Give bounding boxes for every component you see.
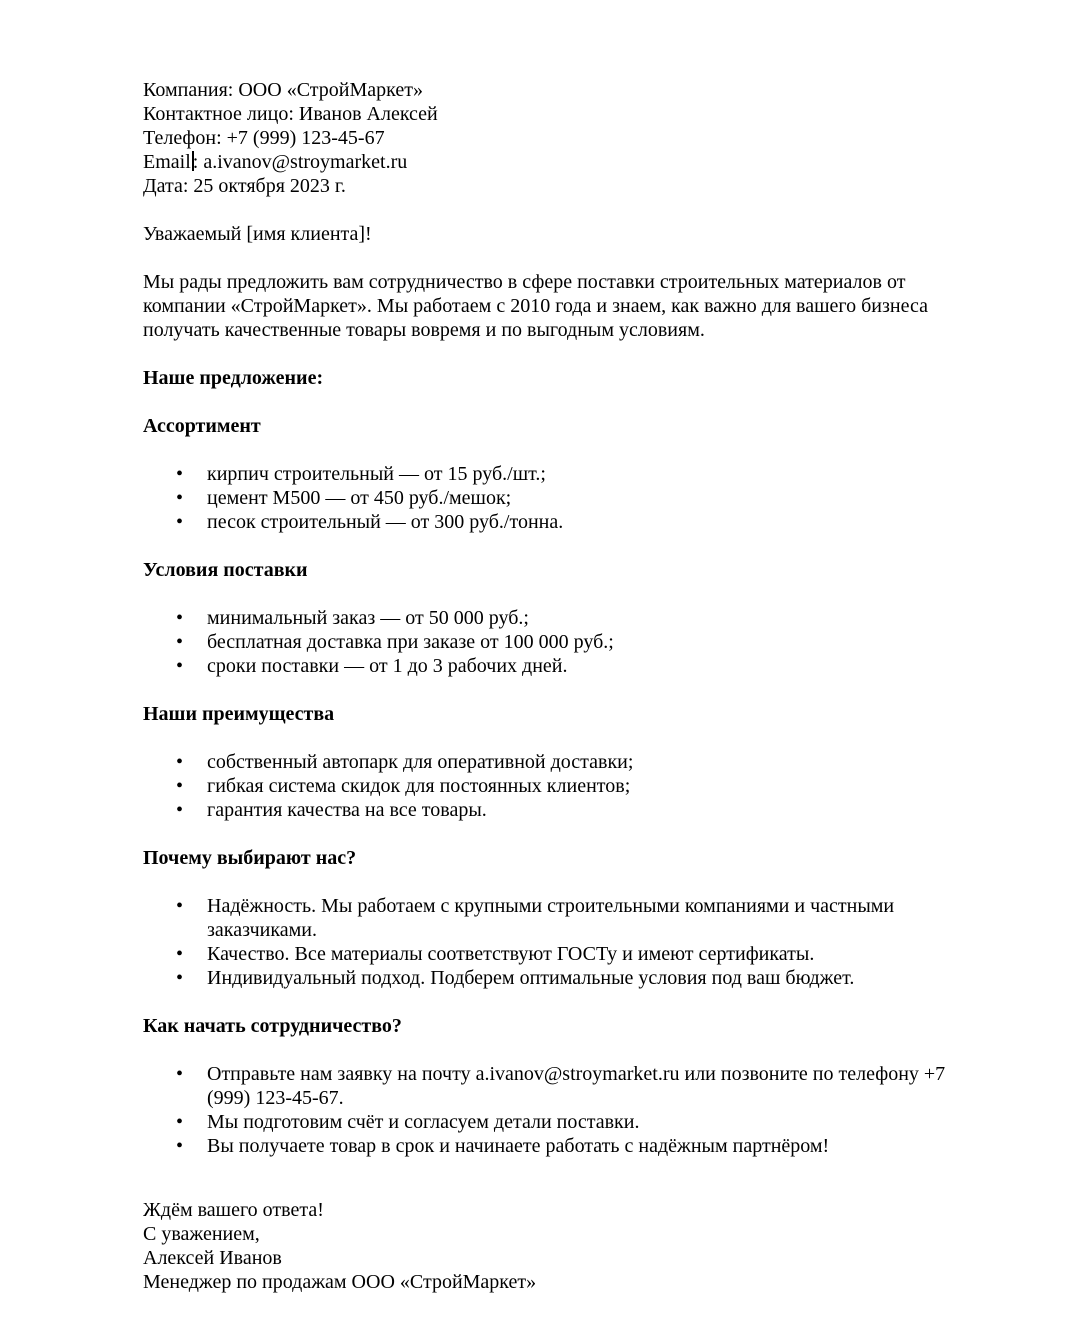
list-item: • цемент М500 — от 450 руб./мешок; bbox=[143, 486, 965, 510]
why-us-heading: Почему выбирают нас? bbox=[143, 847, 357, 869]
list-item: • Мы подготовим счёт и согласуем детали поставки. bbox=[143, 1110, 965, 1134]
list-item: • кирпич строительный — от 15 руб./шт.; bbox=[143, 462, 965, 486]
offer-heading: Наше предложение: bbox=[143, 367, 324, 389]
email-line bbox=[143, 150, 965, 174]
closing-block bbox=[143, 1198, 965, 1294]
list-item: • Надёжность. Мы работаем с крупными строительными компаниями и частными заказчиками. bbox=[143, 894, 965, 942]
advantages-list bbox=[143, 750, 965, 822]
how-to-start-heading: Как начать сотрудничество? bbox=[143, 1015, 402, 1037]
list-item: • Индивидуальный подход. Подберем оптимальные условия под ваш бюджет. bbox=[143, 966, 965, 990]
email-value: : a.ivanov@stroymarket.ru bbox=[192, 151, 408, 173]
list-item: • песок строительный — от 300 руб./тонна. bbox=[143, 510, 965, 534]
list-item: • гарантия качества на все товары. bbox=[143, 798, 965, 822]
delivery-terms-list bbox=[143, 606, 965, 678]
closing-call: Ждём вашего ответа! bbox=[143, 1199, 324, 1221]
contact-person-line: Контактное лицо: Иванов Алексей bbox=[143, 103, 438, 125]
contact-block bbox=[143, 78, 965, 198]
advantages-heading: Наши преимущества bbox=[143, 703, 335, 725]
list-item: • Отправьте нам заявку на почту a.ivanov@stroymarket.ru или позвоните по телефону +7 (999) 123-45-67. bbox=[143, 1062, 965, 1110]
closing-role: Менеджер по продажам ООО «СтройМаркет» bbox=[143, 1271, 537, 1293]
list-item: • собственный автопарк для оперативной доставки; bbox=[143, 750, 965, 774]
why-us-list bbox=[143, 894, 965, 990]
greeting: Уважаемый [имя клиента]! bbox=[143, 223, 372, 245]
email-label: Email bbox=[143, 151, 191, 173]
list-item: • сроки поставки — от 1 до 3 рабочих дней. bbox=[143, 654, 965, 678]
how-to-start-list bbox=[143, 1062, 965, 1158]
company-line: Компания: ООО «СтройМаркет» bbox=[143, 79, 423, 101]
closing-name: Алексей Иванов bbox=[143, 1247, 282, 1269]
list-item: • Вы получаете товар в срок и начинаете работать с надёжным партнёром! bbox=[143, 1134, 965, 1158]
intro-paragraph: Мы рады предложить вам сотрудничество в сфере поставки строительных материалов от компании «СтройМаркет». Мы работаем с 2010 года и знаем, как важно для вашего бизнеса получать качественные товары вовремя и по выгодным условиям. bbox=[143, 271, 928, 341]
list-item: • Качество. Все материалы соответствуют ГОСТу и имеют сертификаты. bbox=[143, 942, 965, 966]
assortment-list bbox=[143, 462, 965, 534]
list-item: • гибкая система скидок для постоянных клиентов; bbox=[143, 774, 965, 798]
delivery-terms-heading: Условия поставки bbox=[143, 559, 308, 581]
list-item: • минимальный заказ — от 50 000 руб.; bbox=[143, 606, 965, 630]
closing-regards: С уважением, bbox=[143, 1223, 260, 1245]
assortment-heading: Ассортимент bbox=[143, 415, 261, 437]
date-line: Дата: 25 октября 2023 г. bbox=[143, 175, 346, 197]
list-item: • бесплатная доставка при заказе от 100 000 руб.; bbox=[143, 630, 965, 654]
phone-line: Телефон: +7 (999) 123-45-67 bbox=[143, 127, 385, 149]
